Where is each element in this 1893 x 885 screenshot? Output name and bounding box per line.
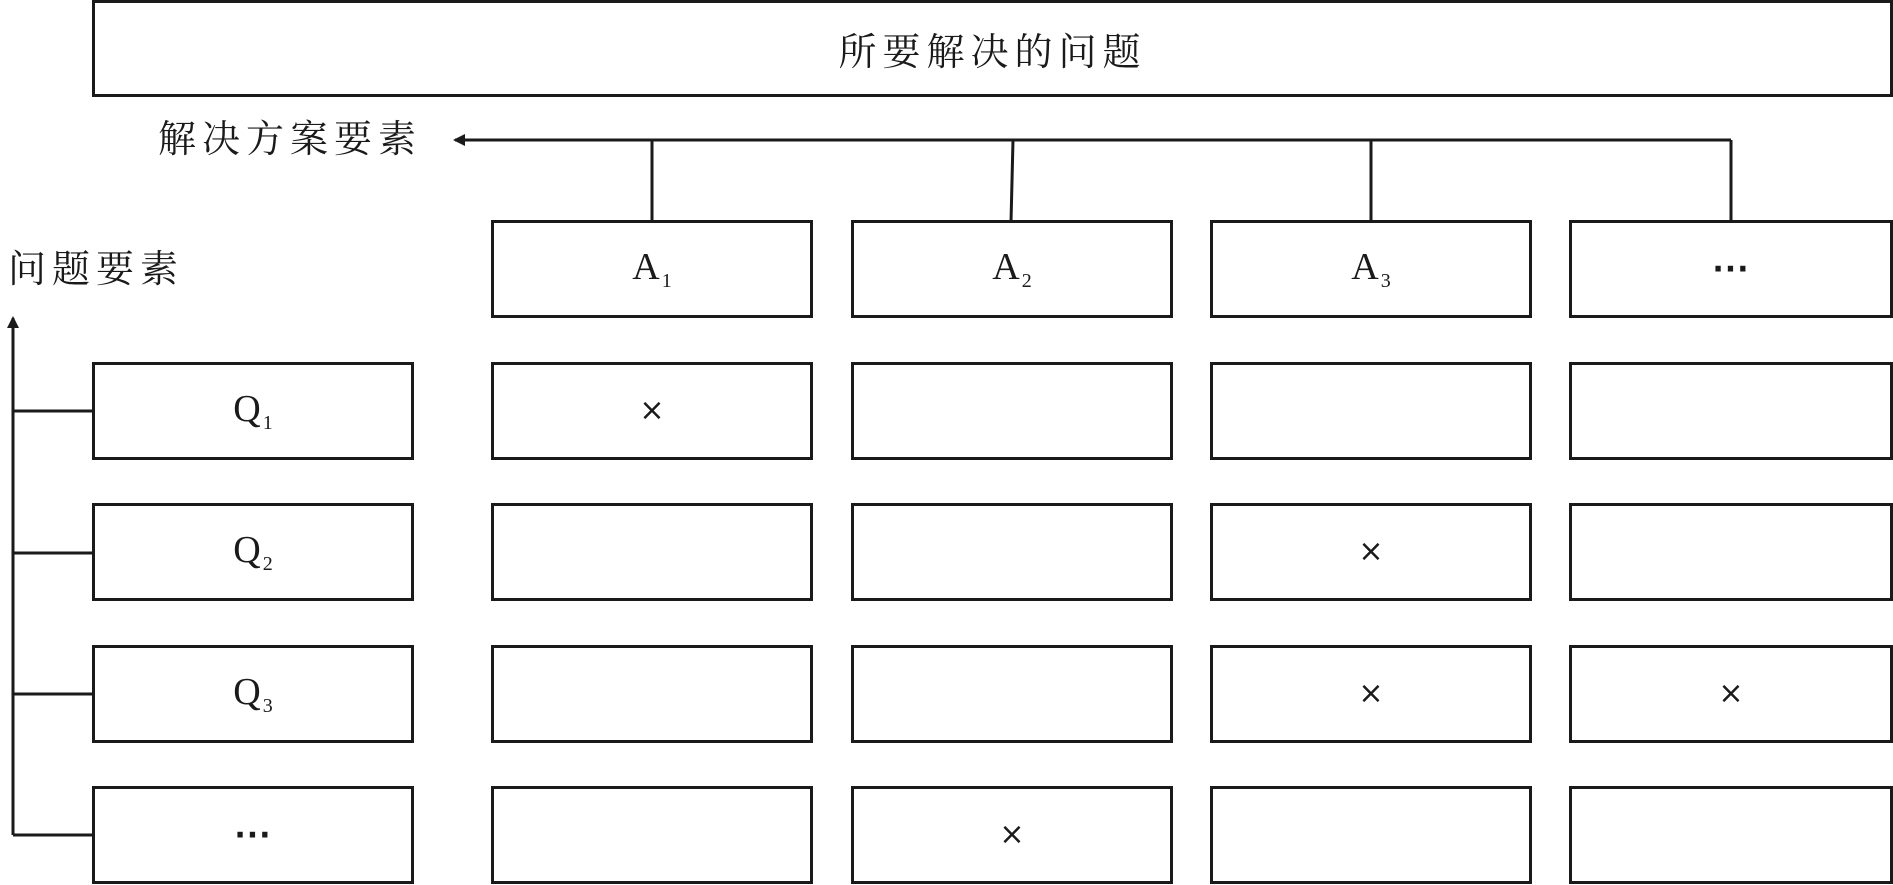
row-header-q3-main: Q bbox=[233, 671, 261, 713]
row-header-q3-sub: 3 bbox=[262, 695, 273, 717]
solution-elements-label: 解决方案要素 bbox=[158, 117, 423, 161]
row-header-more bbox=[92, 786, 414, 884]
cell-mark: × bbox=[999, 817, 1025, 852]
matrix-cell-r4-c3 bbox=[1210, 786, 1532, 884]
column-header-a3-main: A bbox=[1351, 246, 1379, 288]
cell-mark: × bbox=[1358, 676, 1384, 711]
column-header-a2 bbox=[851, 220, 1173, 318]
cell-mark: × bbox=[1358, 534, 1384, 569]
matrix-cell-r4-c1 bbox=[491, 786, 813, 884]
problem-elements-label: 问题要素 bbox=[8, 247, 185, 291]
matrix-cell-r3-c4 bbox=[1569, 645, 1893, 743]
row-header-q2-main: Q bbox=[233, 529, 261, 571]
row-header-q3 bbox=[92, 645, 414, 743]
cell-mark: × bbox=[639, 393, 665, 428]
column-header-a1-main: A bbox=[632, 246, 660, 288]
column-header-a2-main: A bbox=[992, 246, 1020, 288]
row-header-q1-sub: 1 bbox=[262, 412, 273, 434]
matrix-cell-r1-c3 bbox=[1210, 362, 1532, 460]
cell-mark: × bbox=[1718, 676, 1744, 711]
matrix-cell-r3-c1 bbox=[491, 645, 813, 743]
column-header-more-label: ··· bbox=[1712, 251, 1750, 287]
matrix-cell-r1-c2 bbox=[851, 362, 1173, 460]
column-header-a1-sub: 1 bbox=[661, 270, 672, 292]
matrix-cell-r2-c4 bbox=[1569, 503, 1893, 601]
matrix-cell-r3-c3 bbox=[1210, 645, 1532, 743]
column-connector-2 bbox=[1011, 140, 1013, 222]
column-header-a2-sub: 2 bbox=[1021, 270, 1032, 292]
problem-title: 所要解决的问题 bbox=[838, 30, 1147, 74]
column-header-a3-sub: 3 bbox=[1380, 270, 1391, 292]
matrix-cell-r2-c3 bbox=[1210, 503, 1532, 601]
row-header-q2 bbox=[92, 503, 414, 601]
column-header-a3 bbox=[1210, 220, 1532, 318]
matrix-cell-r3-c2 bbox=[851, 645, 1173, 743]
column-header-a1 bbox=[491, 220, 813, 318]
matrix-cell-r1-c4 bbox=[1569, 362, 1893, 460]
row-header-q1 bbox=[92, 362, 414, 460]
matrix-cell-r2-c2 bbox=[851, 503, 1173, 601]
matrix-cell-r1-c1 bbox=[491, 362, 813, 460]
matrix-cell-r4-c2 bbox=[851, 786, 1173, 884]
column-header-more bbox=[1569, 220, 1893, 318]
row-header-q2-sub: 2 bbox=[262, 553, 273, 575]
row-header-more-label: ··· bbox=[234, 817, 272, 853]
row-header-q1-main: Q bbox=[233, 388, 261, 430]
matrix-cell-r4-c4 bbox=[1569, 786, 1893, 884]
matrix-cell-r2-c1 bbox=[491, 503, 813, 601]
problem-title-box bbox=[92, 0, 1893, 97]
